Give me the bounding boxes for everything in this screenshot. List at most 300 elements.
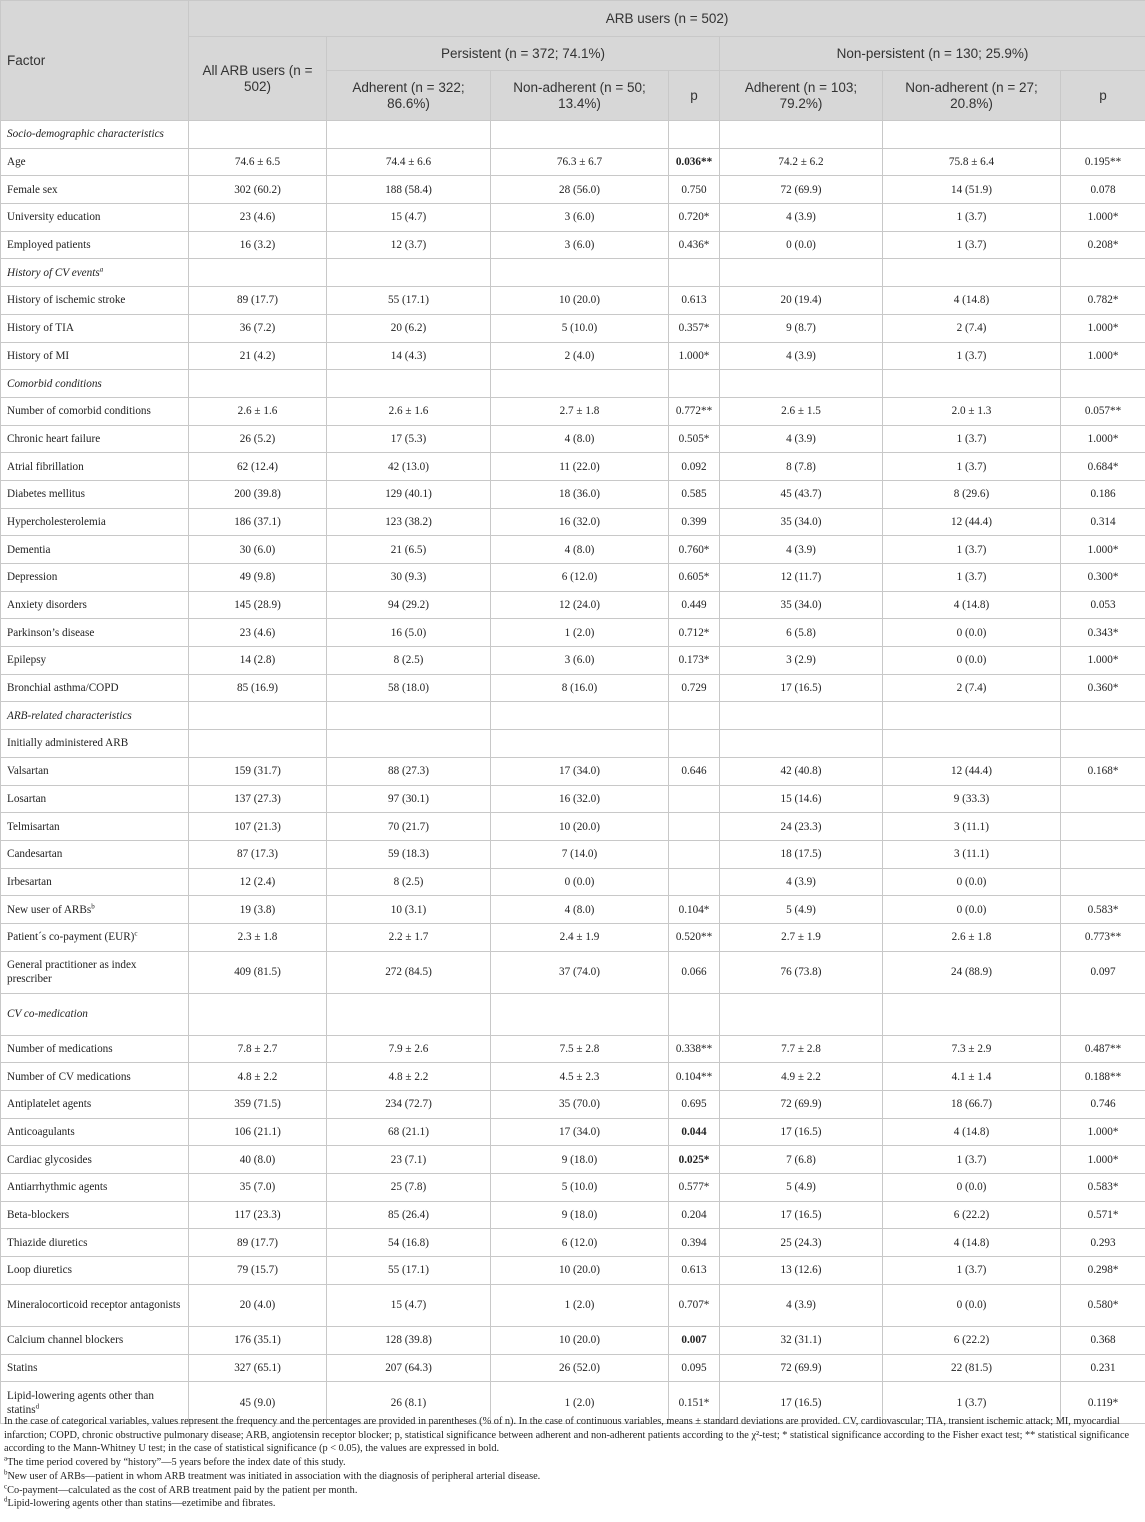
cell-value: 1 (3.7) [956, 1396, 987, 1409]
value-cell [327, 785, 491, 813]
empty-cell [883, 121, 1061, 149]
row-label: Age [7, 156, 26, 169]
value-cell [491, 1091, 669, 1119]
cell-value: 17 (16.5) [780, 1126, 822, 1139]
value-cell [669, 342, 720, 370]
row-label: General practitioner as index prescriber [7, 959, 137, 986]
cell-value: 23 (7.1) [390, 1153, 427, 1166]
value-cell [327, 1118, 491, 1146]
value-cell [883, 176, 1061, 204]
value-cell [491, 1326, 669, 1354]
value-cell [189, 1354, 327, 1382]
cell-value: 8 (16.0) [561, 682, 598, 695]
factor-cell [1, 231, 189, 259]
cell-value: 0.394 [681, 1236, 707, 1249]
cell-value: 15 (4.7) [390, 211, 427, 224]
cell-value: 4 (3.9) [786, 543, 816, 556]
row-label: Number of comorbid conditions [7, 405, 151, 418]
factor-cell [1, 951, 189, 993]
value-cell [883, 1257, 1061, 1285]
cell-value: 0.343* [1087, 626, 1119, 639]
empty-cell [883, 370, 1061, 398]
cell-value: 0.772** [675, 405, 713, 418]
value-cell [491, 536, 669, 564]
value-cell [720, 1174, 883, 1202]
table-row [1, 397, 1145, 425]
value-cell [669, 1229, 720, 1257]
value-cell [883, 425, 1061, 453]
value-cell [720, 1035, 883, 1063]
cell-value: 106 (21.1) [234, 1126, 281, 1139]
value-cell [669, 1257, 720, 1285]
table-row [1, 536, 1145, 564]
cell-value: 0.613 [681, 294, 707, 307]
cell-value: 4 (3.9) [786, 211, 816, 224]
factor-cell [1, 1257, 189, 1285]
row-label: Number of CV medications [7, 1070, 131, 1083]
cell-value: 17 (34.0) [558, 1126, 600, 1139]
cell-value: 6 (22.2) [953, 1334, 990, 1347]
cell-value: 2.7 ± 1.8 [559, 405, 600, 418]
value-cell [1061, 1257, 1145, 1285]
empty-cell [720, 121, 883, 149]
value-cell [720, 176, 883, 204]
cell-value: 0.104** [675, 1070, 713, 1083]
value-cell [669, 813, 720, 841]
value-cell [669, 868, 720, 896]
cell-value: 123 (38.2) [385, 515, 432, 528]
table-row [1, 1035, 1145, 1063]
empty-cell [327, 993, 491, 1035]
cell-value: 1 (3.7) [956, 1153, 987, 1166]
cell-value: 75.8 ± 6.4 [948, 156, 995, 169]
cell-value: 0.095 [681, 1361, 707, 1374]
cell-value: 234 (72.7) [385, 1098, 432, 1111]
value-cell [189, 148, 327, 176]
table-row [1, 757, 1145, 785]
value-cell [327, 619, 491, 647]
cell-value: 35 (34.0) [780, 599, 822, 612]
value-cell [720, 1354, 883, 1382]
table-row [1, 1174, 1145, 1202]
table-row [1, 619, 1145, 647]
cell-value: 0.585 [681, 488, 707, 501]
value-cell [720, 204, 883, 232]
value-cell [669, 591, 720, 619]
row-label: Employed patients [7, 239, 91, 252]
value-cell [883, 287, 1061, 315]
cell-value: 42 (13.0) [387, 460, 429, 473]
section-header-row [1, 259, 1145, 287]
cell-value: 2 (7.4) [956, 682, 987, 695]
cell-value: 0.293 [1090, 1236, 1116, 1249]
cell-value: 0.613 [681, 1264, 707, 1277]
value-cell [327, 1354, 491, 1382]
cell-value: 45 (9.0) [239, 1396, 276, 1409]
cell-value: 14 (4.3) [390, 349, 427, 362]
cell-value: 0.746 [1090, 1098, 1116, 1111]
value-cell [669, 204, 720, 232]
header-non-persistent-non-adherent: Non-adherent (n = 27; 20.8%) [883, 71, 1061, 121]
value-cell [491, 840, 669, 868]
cell-value: 74.4 ± 6.6 [385, 156, 432, 169]
table-row [1, 840, 1145, 868]
section-header-row [1, 121, 1145, 149]
value-cell [1061, 342, 1145, 370]
factor-cell [1, 425, 189, 453]
value-cell [189, 1146, 327, 1174]
factor-cell [1, 674, 189, 702]
footnotes [0, 1415, 1145, 1511]
empty-cell [327, 121, 491, 149]
value-cell [1061, 1354, 1145, 1382]
empty-cell [189, 259, 327, 287]
value-cell [491, 647, 669, 675]
value-cell [491, 176, 669, 204]
cell-value: 409 (81.5) [234, 966, 281, 979]
cell-value: 35 (34.0) [780, 515, 822, 528]
value-cell [669, 1146, 720, 1174]
empty-cell [189, 702, 327, 730]
value-cell [189, 231, 327, 259]
value-cell [189, 204, 327, 232]
value-cell [720, 342, 883, 370]
cell-value: 0.104* [678, 903, 710, 916]
value-cell [189, 1229, 327, 1257]
row-label: Patient´s co-payment (EUR) [7, 931, 135, 944]
footnote-text: The time period covered by “history”—5 years before the index date of this study. [7, 1457, 346, 1469]
cell-value: 6 (22.2) [953, 1209, 990, 1222]
value-cell [491, 453, 669, 481]
cell-value: 16 (32.0) [558, 792, 600, 805]
cell-value: 94 (29.2) [387, 599, 429, 612]
value-cell [883, 397, 1061, 425]
value-cell [189, 757, 327, 785]
header-all-users: All ARB users (n = 502) [189, 37, 327, 121]
cell-value: 0 (0.0) [956, 1299, 987, 1312]
cell-value: 186 (37.1) [234, 515, 281, 528]
row-label: History of MI [7, 349, 70, 362]
value-cell [720, 840, 883, 868]
cell-value: 4 (8.0) [564, 903, 595, 916]
empty-cell [491, 730, 669, 758]
cell-value: 4 (3.9) [786, 875, 816, 888]
cell-value: 0.357* [678, 322, 710, 335]
cell-value: 0.195** [1084, 156, 1122, 169]
factor-cell [1, 1035, 189, 1063]
section-header-row [1, 370, 1145, 398]
cell-value: 0.053 [1090, 599, 1116, 612]
cell-value: 200 (39.8) [234, 488, 281, 501]
value-cell [883, 148, 1061, 176]
table-row [1, 453, 1145, 481]
value-cell [491, 868, 669, 896]
empty-cell [1061, 370, 1145, 398]
cell-value: 59 (18.3) [387, 848, 429, 861]
value-cell [720, 480, 883, 508]
value-cell [1061, 1035, 1145, 1063]
cell-value: 359 (71.5) [234, 1098, 281, 1111]
cell-value: 2 (4.0) [564, 349, 595, 362]
value-cell [1061, 1201, 1145, 1229]
factor-cell [1, 536, 189, 564]
value-cell [883, 840, 1061, 868]
factor-cell [1, 619, 189, 647]
cell-value: 16 (32.0) [558, 515, 600, 528]
value-cell [669, 314, 720, 342]
row-label: Lipid-lowering agents other than statins [7, 1389, 154, 1416]
value-cell [720, 536, 883, 564]
table-row [1, 647, 1145, 675]
cell-value: 4 (14.8) [953, 294, 990, 307]
value-cell [1061, 757, 1145, 785]
value-cell [720, 896, 883, 924]
value-cell [720, 923, 883, 951]
value-cell [1061, 1284, 1145, 1326]
cell-value: 4 (3.9) [786, 349, 816, 362]
footnote-mark: a [99, 265, 104, 274]
factor-cell [1, 1174, 189, 1202]
cell-value: 4.5 ± 2.3 [559, 1070, 600, 1083]
value-cell [720, 757, 883, 785]
factor-cell [1, 923, 189, 951]
value-cell [1061, 287, 1145, 315]
row-label: Candesartan [7, 848, 63, 861]
value-cell [883, 536, 1061, 564]
cell-value: 4.9 ± 2.2 [781, 1070, 821, 1083]
row-label: Thiazide diuretics [7, 1236, 88, 1249]
cell-value: 5 (10.0) [561, 322, 598, 335]
cell-value: 17 (34.0) [558, 765, 600, 778]
value-cell [669, 619, 720, 647]
factor-cell [1, 508, 189, 536]
empty-cell [491, 702, 669, 730]
row-label: History of CV events [7, 266, 100, 279]
value-cell [491, 1284, 669, 1326]
value-cell [189, 1201, 327, 1229]
table-row [1, 287, 1145, 315]
row-label: ARB-related characteristics [7, 709, 132, 722]
cell-value: 35 (70.0) [558, 1098, 600, 1111]
row-label: Cardiac glycosides [7, 1153, 92, 1166]
factor-cell [1, 591, 189, 619]
cell-value: 0.436* [678, 239, 710, 252]
cell-value: 6 (12.0) [561, 1236, 598, 1249]
cell-value: 129 (40.1) [385, 488, 432, 501]
value-cell [189, 813, 327, 841]
value-cell [327, 1229, 491, 1257]
value-cell [189, 868, 327, 896]
cell-value: 0.684* [1087, 460, 1119, 473]
value-cell [669, 1201, 720, 1229]
cell-value: 2.6 ± 1.6 [237, 405, 278, 418]
value-cell [1061, 1118, 1145, 1146]
section-header-row [1, 993, 1145, 1035]
footnote-mark: a [4, 1454, 8, 1463]
cell-value: 76.3 ± 6.7 [556, 156, 603, 169]
cell-value: 188 (58.4) [385, 183, 432, 196]
cell-value: 4.1 ± 1.4 [951, 1070, 992, 1083]
cell-value: 55 (17.1) [387, 294, 429, 307]
value-cell [1061, 204, 1145, 232]
empty-cell [883, 259, 1061, 287]
empty-cell [491, 121, 669, 149]
cell-value: 1.000* [1087, 1126, 1119, 1139]
table-body [1, 121, 1145, 1424]
value-cell [491, 757, 669, 785]
cell-value: 0.186 [1090, 488, 1116, 501]
table-row [1, 231, 1145, 259]
value-cell [669, 951, 720, 993]
empty-cell [720, 702, 883, 730]
cell-value: 17 (5.3) [390, 432, 427, 445]
cell-value: 8 (29.6) [953, 488, 990, 501]
cell-value: 10 (20.0) [558, 294, 600, 307]
cell-value: 1.000* [1087, 349, 1119, 362]
header-persistent-adherent: Adherent (n = 322; 86.6%) [327, 71, 491, 121]
cell-value: 20 (4.0) [239, 1299, 276, 1312]
value-cell [1061, 619, 1145, 647]
factor-cell [1, 868, 189, 896]
value-cell [189, 896, 327, 924]
cell-value: 117 (23.3) [234, 1209, 281, 1222]
factor-cell [1, 287, 189, 315]
value-cell [883, 453, 1061, 481]
table-row [1, 813, 1145, 841]
factor-cell [1, 785, 189, 813]
value-cell [720, 508, 883, 536]
cell-value: 4 (14.8) [953, 1236, 990, 1249]
value-cell [189, 1035, 327, 1063]
value-cell [1061, 176, 1145, 204]
cell-value: 0.520** [675, 931, 713, 944]
cell-value: 72 (69.9) [780, 1098, 822, 1111]
value-cell [883, 591, 1061, 619]
empty-cell [720, 730, 883, 758]
value-cell [1061, 1326, 1145, 1354]
value-cell [720, 453, 883, 481]
cell-value: 2.2 ± 1.7 [388, 931, 429, 944]
cell-value: 12 (24.0) [558, 599, 600, 612]
value-cell [189, 508, 327, 536]
value-cell [669, 647, 720, 675]
cell-value: 0.583* [1087, 1181, 1119, 1194]
value-cell [669, 148, 720, 176]
cell-value: 0.151* [678, 1396, 710, 1409]
cell-value: 0.577* [678, 1181, 710, 1194]
cell-value: 4 (14.8) [953, 1126, 990, 1139]
factor-cell [1, 397, 189, 425]
footnote-list [4, 1456, 1141, 1511]
cell-value: 2.6 ± 1.5 [781, 405, 821, 418]
value-cell [491, 1354, 669, 1382]
value-cell [491, 1118, 669, 1146]
cell-value: 1.000* [1087, 322, 1119, 335]
empty-cell [669, 259, 720, 287]
empty-cell [883, 730, 1061, 758]
footnote-mark: b [91, 901, 95, 910]
value-cell [883, 1229, 1061, 1257]
row-label: Mineralocorticoid receptor antagonists [7, 1299, 181, 1312]
empty-cell [327, 370, 491, 398]
value-cell [1061, 840, 1145, 868]
cell-value: 0.773** [1084, 931, 1122, 944]
value-cell [883, 1201, 1061, 1229]
value-cell [327, 1091, 491, 1119]
cell-value: 0.720* [678, 211, 710, 224]
value-cell [189, 342, 327, 370]
factor-cell [1, 564, 189, 592]
row-label: Loop diuretics [7, 1264, 72, 1277]
value-cell [491, 1063, 669, 1091]
cell-value: 1 (3.7) [956, 571, 987, 584]
header-non-persistent-adherent: Adherent (n = 103; 79.2%) [720, 71, 883, 121]
value-cell [327, 923, 491, 951]
cell-value: 6 (5.8) [786, 626, 816, 639]
factor-cell [1, 1118, 189, 1146]
value-cell [883, 896, 1061, 924]
empty-cell [327, 702, 491, 730]
value-cell [720, 1063, 883, 1091]
row-label: Diabetes mellitus [7, 488, 85, 501]
value-cell [883, 1174, 1061, 1202]
value-cell [189, 287, 327, 315]
factor-cell [1, 1146, 189, 1174]
row-label: Bronchial asthma/COPD [7, 682, 119, 695]
value-cell [720, 1229, 883, 1257]
cell-value: 24 (23.3) [780, 820, 822, 833]
cell-value: 0.605* [678, 571, 710, 584]
empty-cell [189, 370, 327, 398]
header-factor: Factor [1, 1, 189, 121]
value-cell [883, 1354, 1061, 1382]
row-label: Epilepsy [7, 654, 47, 667]
empty-cell [669, 993, 720, 1035]
row-label: Anticoagulants [7, 1126, 75, 1139]
value-cell [491, 923, 669, 951]
cell-value: 0.025* [678, 1153, 710, 1166]
cell-value: 10 (3.1) [390, 903, 427, 916]
cell-value: 2.4 ± 1.9 [559, 931, 600, 944]
value-cell [883, 1326, 1061, 1354]
section-label-cell [1, 259, 189, 287]
value-cell [327, 508, 491, 536]
value-cell [189, 840, 327, 868]
value-cell [327, 148, 491, 176]
value-cell [491, 591, 669, 619]
table-row [1, 204, 1145, 232]
value-cell [883, 1118, 1061, 1146]
cell-value: 0.399 [681, 515, 707, 528]
value-cell [883, 1035, 1061, 1063]
value-cell [720, 1201, 883, 1229]
cell-value: 76 (73.8) [780, 966, 822, 979]
value-cell [491, 785, 669, 813]
value-cell [669, 1035, 720, 1063]
footnote-main: In the case of categorical variables, values represent the frequency and the percentages are provided in parentheses (% of n). In the case of continuous variables, means ± standard deviations are provided. CV, cardiovascular; TIA, transient ischemic attack; MI, myocardial infarction; COPD, chronic obstructive pulmonary disease; ARB, angiotensin receptor blocker; p, statistical significance between adherent and non-adherent patients according to the χ²-test; * statistical significance according to the Fisher exact test; ** statistical significance according to the Mann-Whitney U test; in the case of statistical significance (p < 0.05), the values are expressed in bold. [4, 1416, 1130, 1455]
cell-value: 12 (44.4) [950, 515, 992, 528]
row-label: Initially administered ARB [7, 737, 129, 750]
value-cell [669, 508, 720, 536]
cell-value: 3 (6.0) [564, 211, 595, 224]
cell-value: 23 (4.6) [239, 211, 276, 224]
value-cell [883, 508, 1061, 536]
factor-cell [1, 1326, 189, 1354]
cell-value: 30 (9.3) [390, 571, 427, 584]
value-cell [720, 674, 883, 702]
value-cell [720, 619, 883, 647]
cell-value: 97 (30.1) [387, 792, 429, 805]
